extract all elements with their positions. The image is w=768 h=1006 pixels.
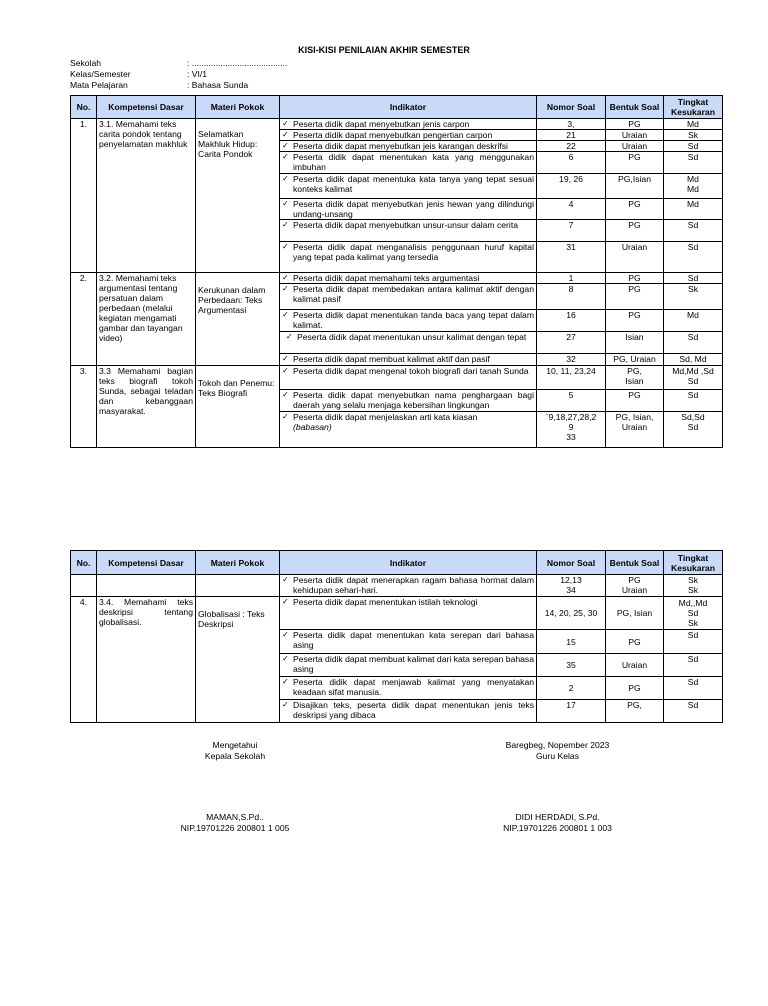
cell-no: 2. [71, 273, 97, 366]
cell-tingkat-kesukaran: Sk [664, 130, 723, 141]
cell-nomor-soal: 3, [537, 119, 606, 130]
header-tingkat-kesukaran: Tingkat Kesukaran [664, 96, 723, 119]
cell-nomor-soal: 27 [537, 332, 606, 354]
indikator-label: Peserta didik dapat membuat kalimat aktif dan pasif [293, 354, 490, 364]
checkmark-bullet-icon: ✓ [282, 174, 289, 183]
cell-nomor-soal: 31 [537, 242, 606, 273]
header-bentuk-soal: Bentuk Soal [606, 96, 664, 119]
cell-indikator [280, 390, 537, 412]
cell-no: 1. [71, 119, 97, 273]
meta-label: Sekolah [70, 58, 102, 68]
cell-tingkat-kesukaran: Sd [664, 630, 723, 654]
kisi-table-1 [70, 95, 723, 448]
cell-tingkat-kesukaran: Md,Md ,Sd Sd [664, 366, 723, 390]
checkmark-bullet-icon: ✓ [282, 273, 289, 282]
meta-value: : ........................................ [187, 58, 288, 68]
cell-kompetensi-dasar: 3.3 Memahami bagian teks biografi tokoh Sunda, sebagai teladan dan kebanggaan masyarakat. [97, 366, 196, 448]
indikator-text [293, 597, 534, 607]
cell-kompetensi-dasar: 3.1. Memahami teks carita pondok tentang penyelamatan makhluk [97, 119, 196, 273]
cell-nomor-soal: 4 [537, 199, 606, 220]
signature-left-line2: Kepala Sekolah [204, 751, 266, 761]
cell-bentuk-soal: Uraian [606, 242, 664, 273]
indikator-label: Peserta didik dapat menyebutkan jenis hewan yang dilindungi undang-unsang [293, 199, 534, 219]
cell-indikator [280, 354, 537, 366]
cell-nomor-soal: 19, 26 [537, 174, 606, 199]
signature-right-line2: Guru Kelas [536, 751, 579, 761]
cell-indikator [280, 130, 537, 141]
cell-indikator [280, 273, 537, 284]
cell-indikator [280, 284, 537, 310]
header-materi-pokok: Materi Pokok [196, 551, 280, 575]
cell-bentuk-soal: PG [606, 199, 664, 220]
cell-tingkat-kesukaran: Sd [664, 390, 723, 412]
indikator-text [293, 199, 534, 219]
indikator-text [293, 130, 534, 140]
indikator-label: Peserta didik dapat memahami teks argumentasi [293, 273, 480, 283]
cell-indikator [280, 366, 537, 390]
cell-bentuk-soal: PG, Isian [606, 597, 664, 630]
cell-bentuk-soal: PG, [606, 700, 664, 723]
cell-no: 3. [71, 366, 97, 448]
cell-nomor-soal: 6 [537, 152, 606, 174]
indikator-label: Peserta didik dapat menerapkan ragam bahasa hormat dalam kehidupan sehari-hari. [293, 575, 534, 595]
indikator-label: Peserta didik dapat menganalisis penggunaan huruf kapital yang tepat pada kalimat yang tersedia [293, 242, 534, 262]
cell-tingkat-kesukaran: Md Md [664, 174, 723, 199]
checkmark-bullet-icon: ✓ [282, 119, 289, 128]
checkmark-bullet-icon: ✓ [282, 242, 289, 251]
checkmark-bullet-icon: ✓ [282, 597, 289, 606]
header-tingkat-kesukaran: Tingkat Kesukaran [664, 551, 723, 575]
indikator-label: Peserta didik dapat mengenal tokoh biografi dari tanah Sunda [293, 366, 529, 376]
cell-bentuk-soal: PG [606, 119, 664, 130]
meta-label: Mata Pelajaran [70, 80, 128, 90]
cell-indikator [280, 199, 537, 220]
cell-bentuk-soal: PG, Uraian [606, 354, 664, 366]
document-title: KISI-KISI PENILAIAN AKHIR SEMESTER [298, 45, 470, 55]
indikator-text [293, 141, 534, 151]
indikator-label: Peserta didik dapat menjelaskan arti kata kiasan [293, 412, 478, 422]
cell-indikator [280, 677, 537, 700]
cell-materi-pokok: Selamatkan Makhluk Hidup: Carita Pondok [196, 119, 280, 273]
cell-materi-pokok: Kerukunan dalam Perbedaan: Teks Argumentasi [196, 273, 280, 366]
indikator-text [293, 119, 534, 129]
indikator-label: Peserta didik dapat membedakan antara kalimat aktif dengan kalimat pasif [293, 284, 534, 304]
indikator-text [293, 174, 534, 194]
indikator-text [293, 390, 534, 410]
indikator-text [293, 412, 534, 432]
table-row [71, 597, 723, 630]
cell-indikator [280, 654, 537, 677]
cell-indikator [280, 242, 537, 273]
cell-tingkat-kesukaran: Sd [664, 654, 723, 677]
cell-bentuk-soal: Uraian [606, 654, 664, 677]
cell-nomor-soal: 17 [537, 700, 606, 723]
cell-bentuk-soal: PG,Isian [606, 174, 664, 199]
cell-tingkat-kesukaran: Sd [664, 332, 723, 354]
signature-right-heading [485, 740, 630, 762]
cell-bentuk-soal: PG, Isian, Uraian [606, 412, 664, 448]
signature-right-line1: Baregbeg, Nopember 2023 [505, 740, 610, 750]
cell-no: 4. [71, 597, 97, 723]
header-nomor-soal: Nomor Soal [537, 96, 606, 119]
cell-tingkat-kesukaran: Sk [664, 284, 723, 310]
meta-row-subject [70, 80, 287, 91]
indikator-label: Peserta didik dapat menyebutkan unsur-unsur dalam cerita [293, 220, 518, 230]
indikator-text [293, 700, 534, 720]
checkmark-bullet-icon: ✓ [282, 677, 289, 686]
signature-right-block [470, 812, 645, 834]
cell-tingkat-kesukaran: Sd,Sd Sd [664, 412, 723, 448]
table-header-row [71, 551, 723, 575]
cell-nomor-soal: 22 [537, 141, 606, 152]
signature-left-block [150, 812, 320, 834]
header-no: No. [71, 96, 97, 119]
cell-nomor-soal: 15 [537, 630, 606, 654]
signature-right-nip: NIP.19701226 200801 1 003 [503, 823, 612, 833]
checkmark-bullet-icon: ✓ [282, 630, 289, 639]
signature-left-nip: NIP.19701226 200801 1 005 [180, 823, 290, 833]
cell-indikator [280, 630, 537, 654]
indikator-text [293, 677, 534, 697]
indikator-label: Peserta didik dapat membuat kalimat dari kata serepan bahasa asing [293, 654, 534, 674]
table-row [71, 366, 723, 390]
meta-value: : VI/1 [187, 69, 208, 79]
cell-kompetensi-dasar [97, 575, 196, 597]
indikator-text [293, 284, 534, 304]
cell-nomor-soal: 32 [537, 354, 606, 366]
indikator-text [293, 152, 534, 172]
cell-indikator [280, 700, 537, 723]
signature-left-name: MAMAN,S.Pd.. [206, 812, 264, 822]
indikator-label: Peserta didik dapat menentukan kata yang menggunakan imbuhan [293, 152, 534, 172]
cell-indikator [280, 575, 537, 597]
checkmark-bullet-icon: ✓ [282, 141, 289, 150]
cell-nomor-soal: 5 [537, 390, 606, 412]
signature-left-line1: Mengetahui [212, 740, 258, 750]
cell-tingkat-kesukaran: Sd [664, 141, 723, 152]
cell-tingkat-kesukaran: Sd [664, 700, 723, 723]
header-indikator: Indikator [280, 551, 537, 575]
cell-nomor-soal: 10, 11, 23,24 [537, 366, 606, 390]
cell-bentuk-soal: Uraian [606, 130, 664, 141]
meta-label: Kelas/Semester [70, 69, 131, 79]
checkmark-bullet-icon: ✓ [282, 354, 289, 363]
indikator-label: Peserta didik dapat menyebutkan pengertian carpon [293, 130, 493, 140]
document-meta [70, 58, 287, 91]
cell-indikator [280, 119, 537, 130]
indikator-text [293, 242, 534, 262]
header-kompetensi-dasar: Kompetensi Dasar [97, 551, 196, 575]
signature-left-heading [180, 740, 290, 762]
cell-tingkat-kesukaran: Sd [664, 152, 723, 174]
cell-nomor-soal: 35 [537, 654, 606, 677]
indikator-text [293, 354, 534, 364]
cell-indikator [280, 332, 537, 354]
cell-tingkat-kesukaran: Sd [664, 677, 723, 700]
cell-tingkat-kesukaran: Md [664, 199, 723, 220]
indikator-label: Peserta didik dapat menentukan tanda baca yang tepat dalam kalimat. [293, 310, 534, 330]
checkmark-bullet-icon: ✓ [282, 700, 289, 709]
header-indikator: Indikator [280, 96, 537, 119]
cell-bentuk-soal: PG [606, 152, 664, 174]
cell-bentuk-soal: PG [606, 630, 664, 654]
indikator-label: Peserta didik dapat menentukan unsur kalimat dengan tepat [297, 332, 527, 342]
checkmark-bullet-icon: ✓ [282, 575, 289, 584]
cell-indikator [280, 597, 537, 630]
indikator-label: Peserta didik dapat menentuka kata tanya yang tepat sesuai konteks kalimat [293, 174, 534, 194]
indikator-label: Peserta didik dapat menyebutkan nama penghargaan bagi daerah yang selalu menjaga kebersihan lingkungan [293, 390, 534, 410]
meta-row-school [70, 58, 287, 69]
cell-tingkat-kesukaran: Md [664, 310, 723, 332]
indikator-text [293, 366, 534, 376]
signature-right-name: DIDI HERDADI, S.Pd. [515, 812, 600, 822]
indikator-text [293, 630, 534, 650]
indikator-label: Disajikan teks, peserta didik dapat menentukan jenis teks deskripsi yang dibaca [293, 700, 534, 720]
cell-bentuk-soal: PG, Isian [606, 366, 664, 390]
checkmark-bullet-icon: ✓ [282, 199, 289, 208]
indikator-text [293, 654, 534, 674]
cell-kompetensi-dasar: 3.4. Memahami teks deskripsi tentang globalisasi. [97, 597, 196, 723]
checkmark-bullet-icon: ✓ [282, 390, 289, 399]
cell-bentuk-soal: PG [606, 220, 664, 242]
cell-materi-pokok [196, 575, 280, 597]
cell-tingkat-kesukaran: Sd, Md [664, 354, 723, 366]
cell-nomor-soal: 16 [537, 310, 606, 332]
indikator-text [293, 310, 534, 330]
cell-indikator [280, 310, 537, 332]
cell-kompetensi-dasar: 3.2. Memahami teks argumentasi tentang persatuan dalam perbedaan (melalui kegiatan mengamati gambar dan tayangan video) [97, 273, 196, 366]
cell-tingkat-kesukaran: Sk Sk [664, 575, 723, 597]
checkmark-bullet-icon: ✓ [282, 310, 289, 319]
checkmark-bullet-icon: ✓ [282, 366, 289, 375]
cell-nomor-soal: 2 [537, 677, 606, 700]
checkmark-bullet-icon: ✓ [282, 152, 289, 161]
cell-tingkat-kesukaran: Sd [664, 242, 723, 273]
cell-bentuk-soal: PG [606, 273, 664, 284]
cell-indikator [280, 220, 537, 242]
cell-bentuk-soal: PG [606, 284, 664, 310]
header-bentuk-soal: Bentuk Soal [606, 551, 664, 575]
table-row [71, 575, 723, 597]
cell-no [71, 575, 97, 597]
cell-nomor-soal: 8 [537, 284, 606, 310]
header-materi-pokok: Materi Pokok [196, 96, 280, 119]
cell-bentuk-soal: Isian [606, 332, 664, 354]
checkmark-bullet-icon: ✓ [282, 220, 289, 229]
checkmark-bullet-icon: ✓ [282, 284, 289, 293]
checkmark-bullet-icon: ✓ [282, 130, 289, 139]
table-row [71, 273, 723, 284]
cell-bentuk-soal: PG [606, 310, 664, 332]
cell-materi-pokok: Globalisasi : Teks Deskripsi [196, 597, 280, 723]
header-nomor-soal: Nomor Soal [537, 551, 606, 575]
kisi-table-2 [70, 550, 723, 723]
cell-tingkat-kesukaran: Md [664, 119, 723, 130]
indikator-text [297, 332, 534, 342]
cell-nomor-soal: `9,18,27,28,2 9 33 [537, 412, 606, 448]
table-row [71, 119, 723, 130]
cell-nomor-soal: 7 [537, 220, 606, 242]
cell-indikator [280, 141, 537, 152]
indikator-text [293, 220, 534, 230]
cell-tingkat-kesukaran: Md,,Md Sd Sk [664, 597, 723, 630]
indikator-italic-term: (babasan) [293, 422, 332, 432]
checkmark-bullet-icon: ✓ [286, 332, 293, 341]
cell-indikator [280, 174, 537, 199]
checkmark-bullet-icon: ✓ [282, 654, 289, 663]
cell-indikator [280, 152, 537, 174]
cell-bentuk-soal: PG [606, 390, 664, 412]
indikator-label: Peserta didik dapat menentukan istilah teknologi [293, 597, 478, 607]
cell-nomor-soal: 21 [537, 130, 606, 141]
cell-bentuk-soal: PG Uraian [606, 575, 664, 597]
cell-tingkat-kesukaran: Sd [664, 273, 723, 284]
indikator-text [293, 575, 534, 595]
cell-nomor-soal: 1 [537, 273, 606, 284]
indikator-label: Peserta didik dapat menyebutkan jeis karangan deskrifsi [293, 141, 508, 151]
indikator-label: Peserta didik dapat menentukan kata serepan dari bahasa asing [293, 630, 534, 650]
header-no: No. [71, 551, 97, 575]
cell-bentuk-soal: PG [606, 677, 664, 700]
indikator-label: Peserta didik dapat menjawab kalimat yang menyatakan keadaan sifat manusia. [293, 677, 534, 697]
table-header-row [71, 96, 723, 119]
indikator-label: Peserta didik dapat menyebutkan jenis carpon [293, 119, 470, 129]
cell-indikator [280, 412, 537, 448]
checkmark-bullet-icon: ✓ [282, 412, 289, 421]
header-kompetensi-dasar: Kompetensi Dasar [97, 96, 196, 119]
cell-nomor-soal: 14, 20, 25, 30 [537, 597, 606, 630]
cell-nomor-soal: 12,13 34 [537, 575, 606, 597]
meta-value: : Bahasa Sunda [187, 80, 249, 90]
cell-tingkat-kesukaran: Sd [664, 220, 723, 242]
meta-row-class [70, 69, 287, 80]
indikator-text [293, 273, 534, 283]
cell-bentuk-soal: Uraian [606, 141, 664, 152]
cell-materi-pokok: Tokoh dan Penemu: Teks Biografi [196, 366, 280, 448]
